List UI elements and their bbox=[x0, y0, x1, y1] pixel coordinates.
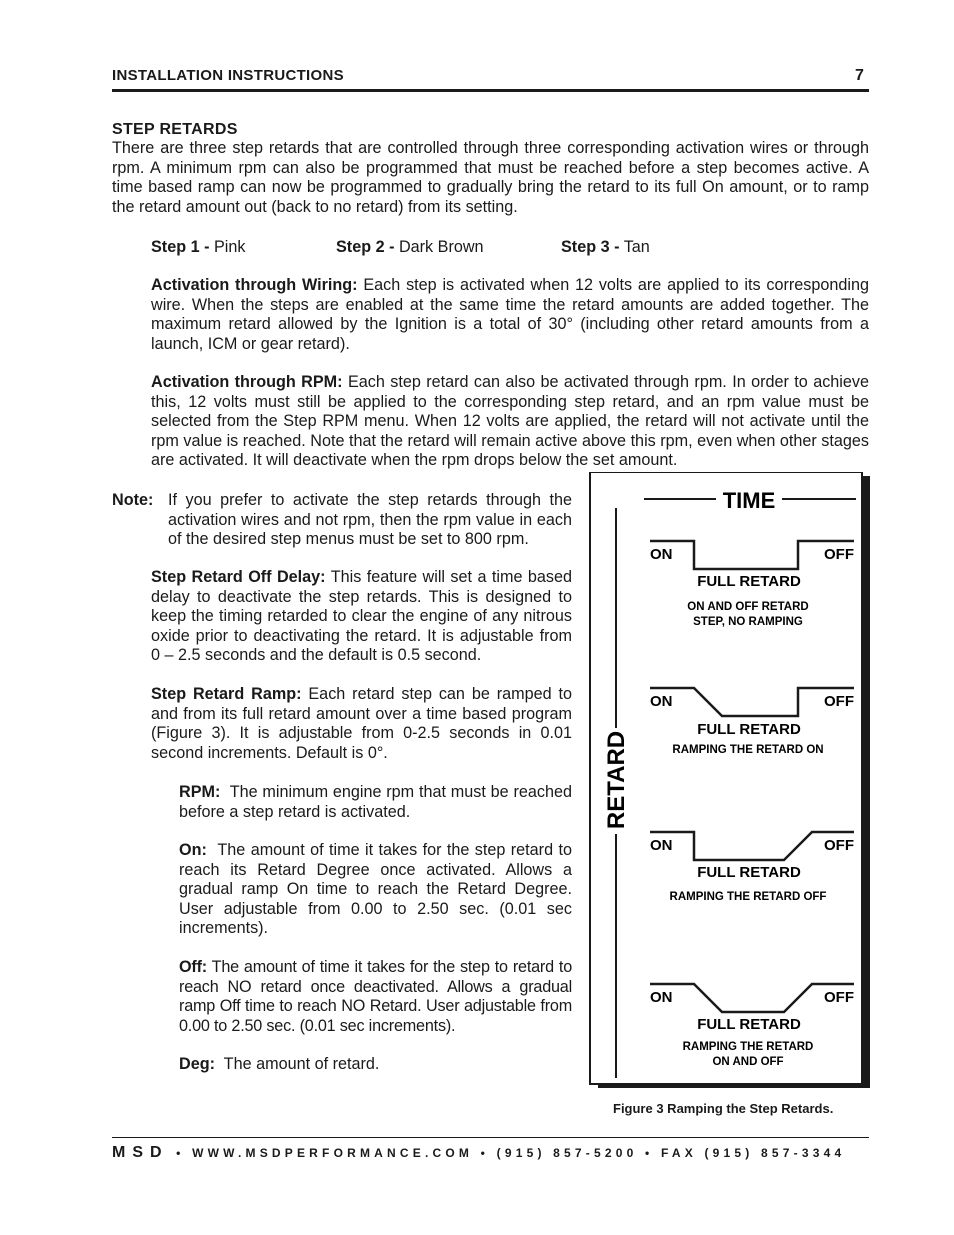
off-label: OFF bbox=[824, 693, 854, 710]
header-rule bbox=[112, 89, 869, 92]
step-2: Step 2 - Dark Brown bbox=[336, 238, 484, 256]
header-title: INSTALLATION INSTRUCTIONS bbox=[112, 67, 344, 84]
note-text: If you prefer to activate the step retards through the activation wires and not rpm, then the rpm value in each of the desired step menus must be set to 800 rpm. bbox=[168, 491, 572, 549]
intro-paragraph: There are three step retards that are controlled through three corresponding activation wires or through rpm. A minimum rpm can also be programmed that must be reached before a step becomes active. A time based ramp can now be programmed to gradually bring the retard to its full On amount, or to ramp the retard amount out (back to no retard) from its setting. bbox=[112, 139, 869, 216]
panel-caption-line1: ON AND OFF RETARD bbox=[687, 601, 809, 613]
footer-fax: FAX (915) 857-3344 bbox=[661, 1146, 846, 1160]
deg-item: Deg: The amount of retard. bbox=[179, 1055, 380, 1073]
footer-line: MSD • WWW.MSDPERFORMANCE.COM • (915) 857-5200 • FAX (915) 857-3344 bbox=[112, 1144, 846, 1161]
section-title: STEP RETARDS bbox=[112, 121, 238, 138]
on-label: ON bbox=[650, 837, 673, 854]
ramp-paragraph: Step Retard Ramp: Each retard step can be ramped to and from its full retard amount over a time based program (Figure 3). It is adjustable from 0-2.5 seconds in 0.01 second increments. Default is 0°. bbox=[151, 685, 572, 762]
footer-brand: MSD bbox=[112, 1144, 169, 1161]
off-label: OFF bbox=[824, 837, 854, 854]
full-retard-label: FULL RETARD bbox=[697, 573, 801, 590]
full-retard-label: FULL RETARD bbox=[697, 1016, 801, 1033]
full-retard-label: FULL RETARD bbox=[697, 864, 801, 881]
rpm-activation-paragraph: Activation through RPM: Each step retard can also be activated through rpm. In order to achieve this, 12 volts must still be applied to the corresponding step retard, and an rpm value must be selected from the Step RPM menu. When 12 volts are applied, the retard will not activate until the rpm value is reached. Note that the retard will remain active above this rpm, even when other stages are activated. It will deactivate when the rpm drops below the set amount. bbox=[151, 373, 870, 470]
page-number: 7 bbox=[855, 67, 865, 84]
full-retard-label: FULL RETARD bbox=[697, 721, 801, 738]
time-label: TIME bbox=[722, 488, 776, 513]
off-label: OFF bbox=[824, 546, 854, 563]
on-item: On: The amount of time it takes for the step retard to reach its Retard Degree once activated. Allows a gradual ramp On time to reach the Retard Degree. User adjustable from 0.00 to 2.50 sec. (0.01 sec increments). bbox=[179, 841, 577, 938]
footer-rule bbox=[112, 1137, 869, 1138]
panel-caption-line2: ON AND OFF bbox=[712, 1056, 784, 1068]
rpm-item: RPM: The minimum engine rpm that must be reached before a step retard is activated. bbox=[179, 783, 577, 821]
off-delay-paragraph: Step Retard Off Delay: This feature will set a time based delay to deactivate the step retards. This is designed to keep the timing retarded to clear the engine of any nitrous oxide prior to deactivating the retard. It is adjustable from 0 – 2.5 seconds and the default is 0.5 second. bbox=[151, 568, 572, 665]
footer-phone: (915) 857-5200 bbox=[496, 1146, 638, 1160]
figure-caption: Figure 3 Ramping the Step Retards. bbox=[613, 1101, 834, 1116]
panel-caption-line2: STEP, NO RAMPING bbox=[693, 616, 803, 628]
wiring-paragraph: Activation through Wiring: Each step is activated when 12 volts are applied to its corresponding wire. When the steps are enabled at the same time the retard amounts are added together. The maximum retard allowed by the Ignition is a total of 30° (including other retard amounts from a launch, ICM or gear retard). bbox=[151, 276, 869, 353]
step-1: Step 1 - Pink bbox=[151, 238, 246, 256]
off-item: Off: The amount of time it takes for the step to retard to reach NO retard once deactivated. Allows a gradual ramp Off time to reach NO Retard. User adjustable from 0.00 to 2.50 sec. (0.01 sec increments). bbox=[179, 958, 572, 1035]
figure-frame bbox=[590, 472, 862, 1084]
figure-3-diagram bbox=[588, 472, 872, 1092]
panel-caption-line1: RAMPING THE RETARD bbox=[682, 1041, 814, 1053]
panel-caption-line1: RAMPING THE RETARD ON bbox=[672, 744, 824, 756]
panel-caption-line1: RAMPING THE RETARD OFF bbox=[669, 891, 827, 903]
note-label: Note: bbox=[112, 491, 154, 509]
off-label: OFF bbox=[824, 989, 854, 1006]
step-3: Step 3 - Tan bbox=[561, 238, 650, 256]
footer-website: WWW.MSDPERFORMANCE.COM bbox=[192, 1146, 474, 1160]
on-label: ON bbox=[650, 693, 673, 710]
retard-label: RETARD bbox=[603, 730, 630, 830]
on-label: ON bbox=[650, 546, 673, 563]
on-label: ON bbox=[650, 989, 673, 1006]
